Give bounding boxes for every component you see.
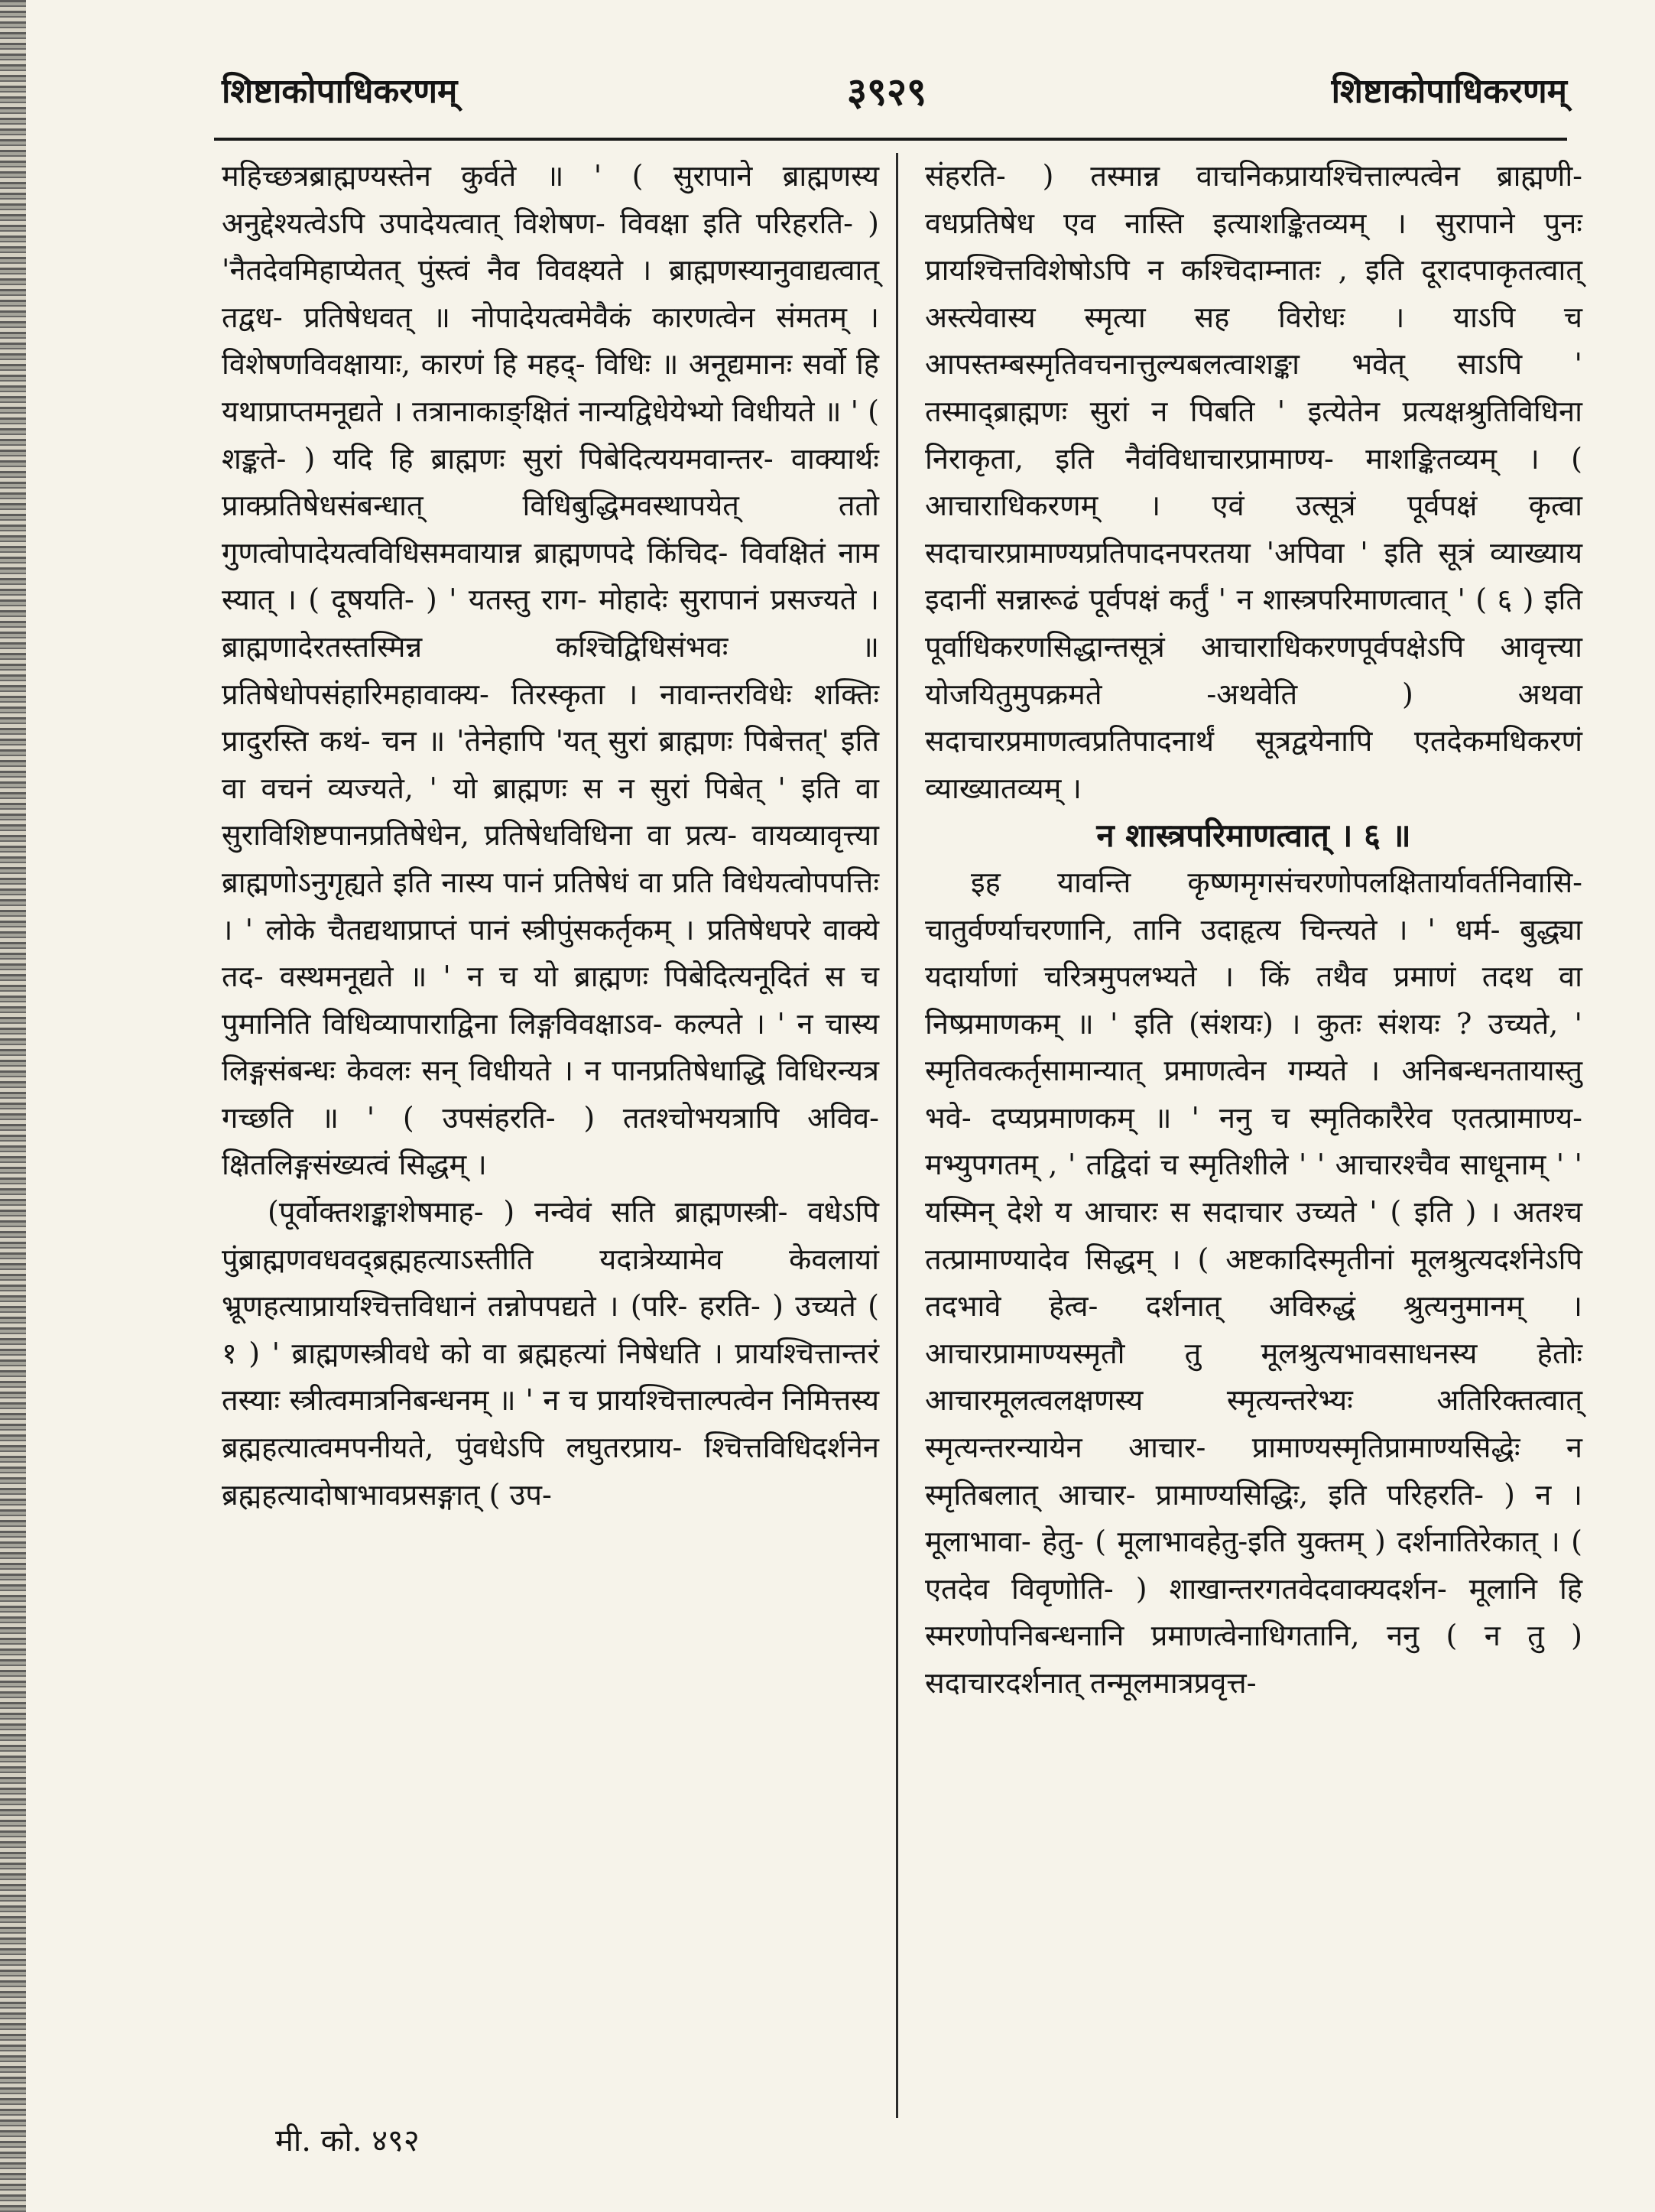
column-divider xyxy=(896,153,898,2118)
page-number: ३९२९ xyxy=(847,69,926,114)
left-paragraph-1: महिच्छत्रब्राह्मण्यस्तेन कुर्वते ॥ ' ( सुरापाने ब्राह्मणस्य अनुद्देश्यत्वेऽपि उपादेयत्वात् विशेषण- विवक्षा इति परिहरति- ) 'नैतदेवमिहाप्येतत् पुंस्त्वं नैव विवक्ष्यते । ब्राह्मणस्यानुवाद्यत्वात् तद्वध- प्रतिषेधवत् ॥ नोपादेयत्वमेवैकं कारणत्वेन संमतम् । विशेषणविवक्षायाः, कारणं हि महद्- विधिः ॥ अनूद्यमानः सर्वो हि यथाप्राप्तमनूद्यते । तत्रानाकाङ्क्षितं नान्यद्विधेयेभ्यो विधीयते ॥ ' ( शङ्कते- ) यदि हि ब्राह्मणः सुरां पिबेदित्ययमवान्तर- वाक्यार्थः प्राक्प्रतिषेधसंबन्धात् विधिबुद्धिमवस्थापयेत् ततो गुणत्वोपादेयत्वविधिसमवायान्न ब्राह्मणपदे किंचिद- विवक्षितं नाम स्यात् । ( दूषयति- ) ' यतस्तु राग- मोहादेः सुरापानं प्रसज्यते । ब्राह्मणादेरतस्तस्मिन्न कश्चिद्विधिसंभवः ॥ प्रतिषेधोपसंहारिमहावाक्य- तिरस्कृता । नावान्तरविधेः शक्तिः प्रादुरस्ति कथं- चन ॥ 'तेनेहापि 'यत् सुरां ब्राह्मणः पिबेत्तत्' इति वा वचनं व्यज्यते, ' यो ब्राह्मणः स न सुरां पिबेत् ' इति वा सुराविशिष्टपानप्रतिषेधेन, प्रतिषेधविधिना वा प्रत्य- वायव्यावृत्त्या ब्राह्मणोऽनुगृह्यते इति नास्य पानं प्रतिषेधं वा प्रति विधेयत्वोपपत्तिः । ' लोके चैतद्यथाप्राप्तं पानं स्त्रीपुंसकर्तृकम् । प्रतिषेधपरे वाक्ये तद- वस्थमनूद्यते ॥ ' न च यो ब्राह्मणः पिबेदित्यनूदितं स च पुमानिति विधिव्यापाराद्विना लिङ्गविवक्षाऽव- कल्पते । ' न चास्य लिङ्गसंबन्धः केवलः सन् विधीयते । न पानप्रतिषेधाद्धि विधिरन्यत्र गच्छति ॥ ' ( उपसंहरति- ) ततश्चोभयत्रापि अविव- क्षितलिङ्गसंख्यत्वं सिद्धम् । xyxy=(222,159,879,1182)
left-column xyxy=(222,153,879,1519)
right-paragraph-2: इह यावन्ति कृष्णमृगसंचरणोपलक्षितार्यावर्तनिवासि- चातुर्वर्ण्याचरणानि, तानि उदाहृत्य चिन्त्यते । ' धर्म- बुद्ध्या यदार्याणां चरित्रमुपलभ्यते । किं तथैव प्रमाणं तदथ वा निष्प्रमाणकम् ॥ ' इति (संशयः) । कुतः संशयः ? उच्यते, ' स्मृतिवत्कर्तृसामान्यात् प्रमाणत्वेन गम्यते । अनिबन्धनतायास्तु भवे- दप्यप्रमाणकम् ॥ ' ननु च स्मृतिकारैरेव एतत्प्रामाण्य- मभ्युपगतम् , ' तद्विदां च स्मृतिशीले ' ' आचारश्चैव साधूनाम् ' ' यस्मिन् देशे य आचारः स सदाचार उच्यते ' ( इति ) । अतश्च तत्प्रामाण्यादेव सिद्धम् । ( अष्टकादिस्मृतीनां मूलश्रुत्यदर्शनेऽपि तदभावे हेत्व- दर्शनात् अविरुद्धं श्रुत्यनुमानम् । आचारप्रामाण्यस्मृतौ तु मूलश्रुत्यभावसाधनस्य हेतोः आचारमूलत्वलक्षणस्य स्मृत्यन्तरेभ्यः अतिरिक्तत्वात् स्मृत्यन्तरन्यायेन आचार- प्रामाण्यस्मृतिप्रामाण्यसिद्धेः न स्मृतिबलात् आचार- प्रामाण्यसिद्धिः, इति परिहरति- ) न । मूलाभावा- हेतु- ( मूलाभावहेतु-इति युक्तम् ) दर्शनातिरेकात् । ( एतदेव विवृणोति- ) शाखान्तरगतवेदवाक्यदर्शन- मूलानि हि स्मरणोपनिबन्धनानि प्रमाणत्वेनाधिगतानि, ननु ( न तु ) सदाचारदर्शनात् तन्मूलमात्रप्रवृत्त- xyxy=(925,865,1582,1700)
running-title-right: शिष्टाकोपाधिकरणम् xyxy=(1331,72,1567,111)
left-paragraph-2: (पूर्वोक्तशङ्काशेषमाह- ) नन्वेवं सति ब्राह्मणस्त्री- वधेऽपि पुंब्राह्मणवधवद्ब्रह्महत्याऽस्तीति यदात्रेय्यामेव केवलायां भ्रूणहत्याप्रायश्चित्तविधानं तन्नोपपद्यते । (परि- हरति- ) उच्यते ( १ ) ' ब्राह्मणस्त्रीवधे को वा ब्रह्महत्यां निषेधति । प्रायश्चित्तान्तरं तस्याः स्त्रीत्वमात्रनिबन्धनम् ॥ ' न च प्रायश्चित्ताल्पत्वेन निमित्तस्य ब्रह्महत्यात्वमपनीयते, पुंवधेऽपि लघुतरप्राय- श्चित्तविधिदर्शनेन ब्रह्महत्यादोषाभावप्रसङ्गात् ( उप- xyxy=(222,1195,879,1512)
book-binding-edge xyxy=(0,0,26,2212)
header-rule xyxy=(214,138,1567,141)
sutra-heading: न शास्त्रपरिमाणत्वात् । ६ ॥ xyxy=(1096,817,1411,855)
document-page xyxy=(206,54,1582,2179)
running-title-left: शिष्टाकोपाधिकरणम् xyxy=(222,72,458,111)
right-column xyxy=(925,153,1582,1707)
signature-mark: मी. को. ४९२ xyxy=(275,2123,420,2158)
right-paragraph-1: संहरति- ) तस्मान्न वाचनिकप्रायश्चित्ताल्पत्वेन ब्राह्मणी- वधप्रतिषेध एव नास्ति इत्याशङ्कितव्यम् । सुरापाने पुनः प्रायश्चित्तविशेषोऽपि न कश्चिदाम्नातः , इति दूरादपाकृतत्वात् अस्त्येवास्य स्मृत्या सह विरोधः । याऽपि च आपस्तम्बस्मृतिवचनात्तुल्यबलत्वाशङ्का भवेत् साऽपि ' तस्माद्ब्राह्मणः सुरां न पिबति ' इत्येतेन प्रत्यक्षश्रुतिविधिना निराकृता, इति नैवंविधाचारप्रामाण्य- माशङ्कितव्यम् । ( आचाराधिकरणम् । एवं उत्सूत्रं पूर्वपक्षं कृत्वा सदाचारप्रामाण्यप्रतिपादनपरतया 'अपिवा ' इति सूत्रं व्याख्याय इदानीं सन्नारूढं पूर्वपक्षं कर्तुं ' न शास्त्रपरिमाणत्वात् ' ( ६ ) इति पूर्वाधिकरणसिद्धान्तसूत्रं आचाराधिकरणपूर्वपक्षेऽपि आवृत्त्या योजयितुमुपक्रमते -अथवेति ) अथवा सदाचारप्रमाणत्वप्रतिपादनार्थं सूत्रद्वयेनापि एतदेकमधिकरणं व्याख्यातव्यम् । xyxy=(925,159,1582,805)
page-header xyxy=(206,54,1567,138)
